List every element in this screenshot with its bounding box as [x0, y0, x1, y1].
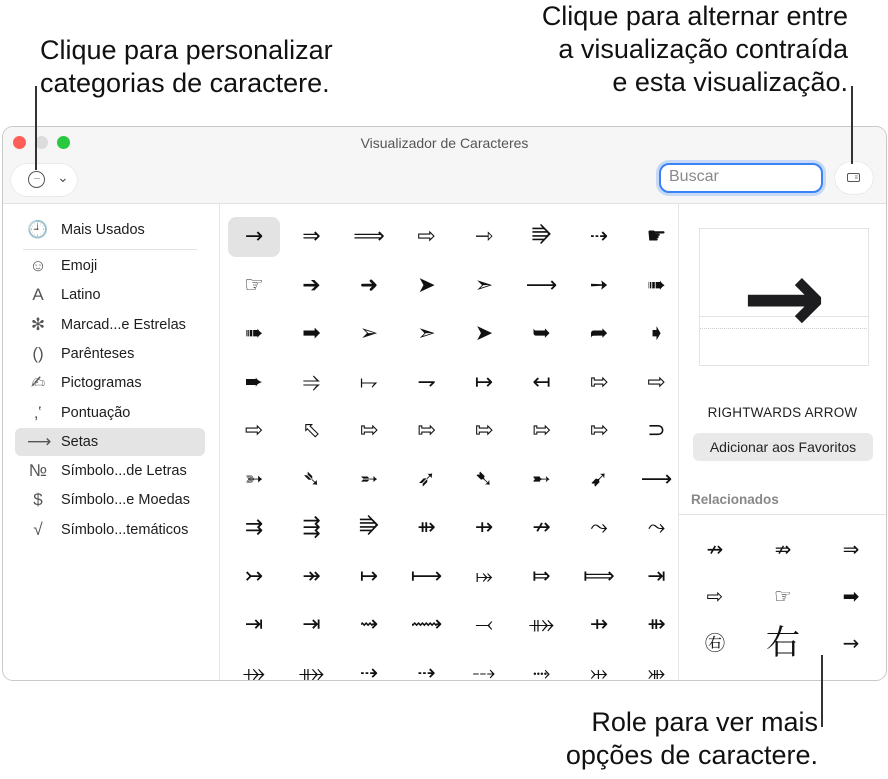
- asterisk-icon: ✻: [30, 314, 46, 334]
- related-character-cell[interactable]: ☞: [774, 584, 792, 608]
- character-cell[interactable]: ⇥: [302, 612, 321, 637]
- callout-line: e esta visualização.: [612, 67, 848, 97]
- character-cell[interactable]: ⇢: [359, 660, 379, 680]
- character-cell[interactable]: ⤅: [475, 563, 493, 589]
- character-cell[interactable]: ➧: [647, 321, 666, 346]
- character-cell[interactable]: ⇥: [244, 612, 264, 637]
- character-cell[interactable]: ⤁: [298, 660, 325, 680]
- character-cell[interactable]: ➥: [532, 321, 551, 346]
- character-cell[interactable]: ⇒: [302, 224, 321, 249]
- character-cell[interactable]: ⟼: [410, 563, 443, 589]
- character-cell[interactable]: ⬁: [302, 418, 321, 443]
- callout-line: Clique para personalizar: [40, 35, 333, 65]
- character-cell[interactable]: ⇢: [417, 660, 436, 680]
- arrow-icon: ⟶: [27, 431, 52, 451]
- related-character-cell[interactable]: ⇨: [706, 584, 724, 608]
- character-cell[interactable]: ⤏: [472, 660, 496, 680]
- sidebar-item-label: Mais Usados: [61, 222, 145, 238]
- character-preview: [699, 228, 869, 366]
- character-grid[interactable]: [220, 204, 677, 680]
- customize-categories-button[interactable]: [11, 164, 77, 196]
- related-character-cell[interactable]: ⇏: [774, 537, 792, 561]
- callout-leader-line: [821, 655, 823, 727]
- category-sidebar: [3, 204, 220, 680]
- character-cell[interactable]: ➤: [474, 321, 494, 346]
- character-cell[interactable]: ☞: [244, 272, 264, 298]
- character-viewer-window: [2, 126, 887, 681]
- character-cell[interactable]: ➳: [244, 466, 264, 492]
- preview-glyph: →: [742, 239, 826, 356]
- character-cell[interactable]: ⥤: [302, 369, 321, 395]
- sidebar-item-par-nteses[interactable]: [15, 340, 205, 368]
- window-title: Visualizador de Caracteres: [360, 135, 529, 151]
- titlebar: [3, 127, 886, 204]
- character-cell[interactable]: ⇸: [589, 612, 609, 637]
- character-cell[interactable]: ⇰: [417, 418, 436, 443]
- character-cell[interactable]: ⤇: [532, 563, 551, 589]
- sidebar-item-mais-usados[interactable]: [15, 216, 205, 244]
- character-cell[interactable]: ➶: [417, 466, 436, 492]
- character-cell[interactable]: ⟹: [353, 224, 385, 249]
- character-cell[interactable]: ⟶: [525, 272, 558, 298]
- character-cell[interactable]: ⇻: [417, 515, 436, 540]
- related-character-cell[interactable]: →: [842, 631, 860, 655]
- related-heading: Relacionados: [691, 492, 779, 507]
- callout-line: Role para ver mais: [591, 707, 818, 737]
- character-cell[interactable]: ⇸: [474, 515, 494, 540]
- window-toggle-icon: ≡: [847, 173, 860, 182]
- related-character-cell[interactable]: ⇒: [842, 537, 860, 561]
- related-divider: [679, 514, 886, 515]
- character-cell[interactable]: →: [228, 217, 280, 257]
- sidebar-item-label: Emoji: [61, 258, 98, 274]
- related-character-cell[interactable]: ↛: [706, 537, 724, 561]
- character-cell[interactable]: ↛: [532, 515, 551, 540]
- ellipsis-circle-icon: ···: [28, 171, 45, 188]
- character-cell[interactable]: ⟿: [410, 612, 443, 637]
- callout-scroll: [566, 706, 818, 772]
- sidebar-item-emoji[interactable]: [15, 252, 205, 280]
- character-cell[interactable]: ⇢: [589, 224, 609, 249]
- character-cell[interactable]: ➴: [302, 466, 321, 492]
- character-cell[interactable]: ⇾: [474, 224, 494, 249]
- sidebar-item-latino[interactable]: [15, 281, 205, 309]
- character-cell[interactable]: ➤: [417, 272, 436, 298]
- character-cell[interactable]: ⇨: [244, 418, 264, 443]
- toggle-view-button[interactable]: [835, 162, 873, 194]
- character-cell[interactable]: ⇝: [359, 612, 379, 637]
- character-cell[interactable]: ➨: [244, 369, 264, 395]
- character-cell[interactable]: ⭆: [531, 224, 552, 249]
- sidebar-item-label: Marcad...e Estrelas: [61, 316, 186, 333]
- character-cell[interactable]: ⤁: [528, 612, 555, 637]
- letterlike-icon: №: [28, 461, 48, 481]
- callout-line: opções de caractere.: [565, 740, 818, 770]
- callout-toggle-view: [542, 0, 848, 99]
- sidebar-item-pictogramas[interactable]: [15, 369, 205, 397]
- character-cell[interactable]: ⇁: [417, 369, 436, 395]
- character-name: RIGHTWARDS ARROW: [707, 405, 858, 420]
- sidebar-item-s-mbolo-tem-ticos[interactable]: [15, 516, 205, 544]
- chevron-down-icon: ⌄: [57, 169, 69, 185]
- character-cell[interactable]: ⥟: [360, 369, 378, 395]
- emoji-icon: ☺: [29, 256, 47, 275]
- character-cell[interactable]: ↣: [244, 563, 264, 589]
- sidebar-divider: [23, 249, 197, 250]
- character-cell[interactable]: ⇻: [647, 612, 666, 637]
- character-cell[interactable]: ☛: [646, 224, 667, 249]
- character-cell[interactable]: ⇰: [532, 418, 551, 443]
- detail-panel: [678, 204, 886, 680]
- sidebar-item-s-mbolo-de-letras[interactable]: [15, 457, 205, 485]
- sidebar-item-pontua-o[interactable]: [15, 399, 205, 427]
- clock-icon: 🕘: [27, 220, 49, 239]
- character-cell[interactable]: ⤙: [475, 612, 493, 637]
- pictograph-icon: ✍: [30, 373, 46, 393]
- character-cell[interactable]: ⤳: [647, 515, 666, 540]
- preview-guide: [699, 365, 869, 366]
- character-cell[interactable]: ➸: [532, 466, 551, 492]
- sidebar-item-setas[interactable]: [15, 428, 205, 456]
- character-cell[interactable]: ↦: [359, 563, 379, 589]
- currency-icon: $: [33, 490, 43, 510]
- character-cell[interactable]: ⭆: [359, 515, 379, 540]
- character-cell[interactable]: ➣: [417, 321, 436, 346]
- character-cell[interactable]: ⇶: [302, 515, 321, 540]
- character-cell[interactable]: ⇨: [417, 224, 436, 249]
- math-icon: √: [33, 519, 43, 539]
- character-cell[interactable]: ➠: [647, 272, 666, 298]
- latin-icon: A: [32, 285, 44, 305]
- related-character-cell[interactable]: ➡: [842, 584, 860, 608]
- sidebar-item-marcad-e-estrelas[interactable]: [15, 311, 205, 339]
- character-cell[interactable]: ⇰: [589, 418, 609, 443]
- add-to-favorites-button[interactable]: Adicionar aos Favoritos: [693, 433, 873, 461]
- character-cell[interactable]: ➔: [302, 272, 321, 298]
- character-cell[interactable]: ➜: [359, 272, 379, 298]
- character-cell[interactable]: ➣: [474, 272, 494, 298]
- character-cell[interactable]: ⊃: [647, 418, 666, 443]
- character-cell[interactable]: ⇥: [647, 563, 666, 589]
- preview-guide: [699, 228, 869, 229]
- character-cell[interactable]: ➷: [474, 466, 494, 492]
- character-cell[interactable]: ⟶: [640, 466, 673, 492]
- character-cell[interactable]: ⤀: [242, 660, 265, 680]
- sidebar-item-label: Pictogramas: [61, 375, 142, 392]
- callout-line: a visualização contraída: [558, 34, 848, 64]
- character-cell[interactable]: ➠: [244, 321, 264, 346]
- character-cell[interactable]: ↦: [474, 369, 494, 395]
- character-cell[interactable]: ⤑: [532, 660, 551, 680]
- sidebar-item-label: Símbolo...de Letras: [61, 463, 187, 480]
- sidebar-item-label: Setas: [61, 433, 99, 450]
- character-cell[interactable]: ⤳: [590, 515, 608, 540]
- character-cell[interactable]: ↠: [302, 563, 321, 589]
- sidebar-item-label: Pontuação: [61, 404, 131, 421]
- sidebar-item-label: Parênteses: [61, 345, 135, 362]
- punctuation-icon: ‚‛: [34, 402, 42, 422]
- callout-leader-line: [851, 86, 853, 164]
- character-cell[interactable]: ⤕: [647, 660, 666, 680]
- character-cell[interactable]: ⇨: [647, 369, 666, 395]
- character-cell[interactable]: ↤: [532, 369, 551, 395]
- search-input[interactable]: [661, 165, 817, 189]
- callout-customize-categories: [40, 34, 333, 100]
- character-cell[interactable]: ➹: [589, 466, 609, 492]
- character-cell[interactable]: ⇉: [244, 515, 264, 540]
- sidebar-item-label: Símbolo...e Moedas: [61, 492, 190, 509]
- sidebar-item-s-mbolo-e-moedas[interactable]: [15, 486, 205, 514]
- character-cell[interactable]: ➙: [589, 272, 609, 298]
- parentheses-icon: (): [32, 343, 44, 363]
- callout-leader-line: [35, 86, 37, 170]
- character-cell[interactable]: ➦: [589, 321, 609, 346]
- callout-line: Clique para alternar entre: [541, 1, 848, 31]
- callout-line: categorias de caractere.: [40, 68, 330, 98]
- sidebar-item-label: Latino: [61, 287, 101, 304]
- sidebar-item-label: Símbolo...temáticos: [61, 521, 189, 538]
- character-cell[interactable]: ⤔: [590, 660, 608, 680]
- character-cell[interactable]: ➵: [359, 466, 379, 492]
- character-cell[interactable]: ⇰: [359, 418, 379, 443]
- related-character-cell[interactable]: 右: [766, 623, 800, 663]
- related-character-cell[interactable]: ㊨: [705, 631, 725, 655]
- search-field[interactable]: [659, 163, 823, 193]
- character-cell[interactable]: ➢: [359, 321, 379, 346]
- character-cell[interactable]: ⇰: [474, 418, 494, 443]
- character-cell[interactable]: ⟾: [583, 563, 615, 589]
- character-cell[interactable]: ➡: [302, 321, 321, 346]
- character-cell[interactable]: ⇰: [589, 369, 609, 395]
